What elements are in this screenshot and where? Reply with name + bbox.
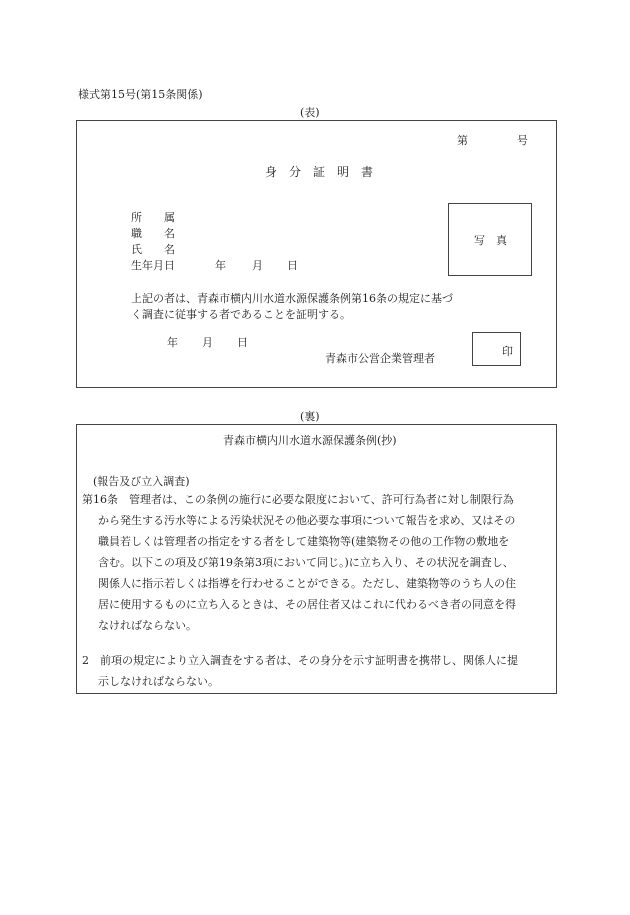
article-16-line: 職員若しくは管理者の指定をする者をして建築物等(建築物その他の工作物の敷地を xyxy=(98,535,510,548)
number-suffix: 号 xyxy=(517,134,528,147)
ordinance-title: 青森市横内川水道水源保護条例(抄) xyxy=(223,434,397,447)
back-side-label: (裏) xyxy=(300,410,320,423)
paragraph-2-line: 示しなければならない。 xyxy=(98,675,219,688)
article-16-line: 居に使用するものに立ち入るときは、その居住者又はこれに代わるべき者の同意を得 xyxy=(98,598,516,611)
certify-line-2: く調査に従事する者であることを証明する。 xyxy=(131,308,351,321)
position-label: 職 名 xyxy=(131,227,175,240)
article-16 xyxy=(82,489,552,636)
birth-month-label: 月 xyxy=(252,259,263,272)
certify-line-1: 上記の者は、青森市横内川水道水源保護条例第16条の規定に基づ xyxy=(131,292,453,305)
name-label: 氏 名 xyxy=(131,243,175,256)
article-16-line: 第16条 管理者は、この条例の施行に必要な限度において、許可行為者に対し制限行為 xyxy=(82,493,514,506)
article-16-line: なければならない。 xyxy=(98,619,197,632)
seal-label: 印 xyxy=(502,345,513,358)
photo-box xyxy=(448,203,532,276)
issuer-name: 青森市公営企業管理者 xyxy=(325,352,435,365)
page-title: 身分証明書 xyxy=(265,165,386,179)
form-number-label: 様式第15号(第15条関係) xyxy=(78,88,203,101)
article-16-line: から発生する汚水等による汚染状況その他必要な事項について報告を求め、又はその xyxy=(98,514,516,527)
affiliation-label: 所 属 xyxy=(131,211,175,224)
number-prefix: 第 xyxy=(457,134,468,147)
paragraph-2-line: 2 前項の規定により立入調査をする者は、その身分を示す証明書を携帯し、関係人に提 xyxy=(82,654,518,667)
section-heading: (報告及び立入調査) xyxy=(93,475,190,488)
front-card xyxy=(76,120,557,388)
birthdate-label: 生年月日 xyxy=(131,259,175,272)
article-16-line: 関係人に指示若しくは指導を行わせることができる。ただし、建築物等のうち人の住 xyxy=(98,577,516,590)
birth-year-label: 年 xyxy=(215,259,226,272)
article-16-line: 含む。以下この項及び第19条第3項において同じ。)に立ち入り、その状況を調査し、 xyxy=(98,556,514,569)
issue-month-label: 月 xyxy=(202,336,213,349)
issue-day-label: 日 xyxy=(237,336,248,349)
birth-day-label: 日 xyxy=(287,259,298,272)
article-16-paragraph-2 xyxy=(82,650,552,692)
front-side-label: (表) xyxy=(300,106,320,119)
issue-year-label: 年 xyxy=(167,336,178,349)
photo-label: 写 真 xyxy=(474,234,507,247)
seal-box xyxy=(472,332,521,366)
